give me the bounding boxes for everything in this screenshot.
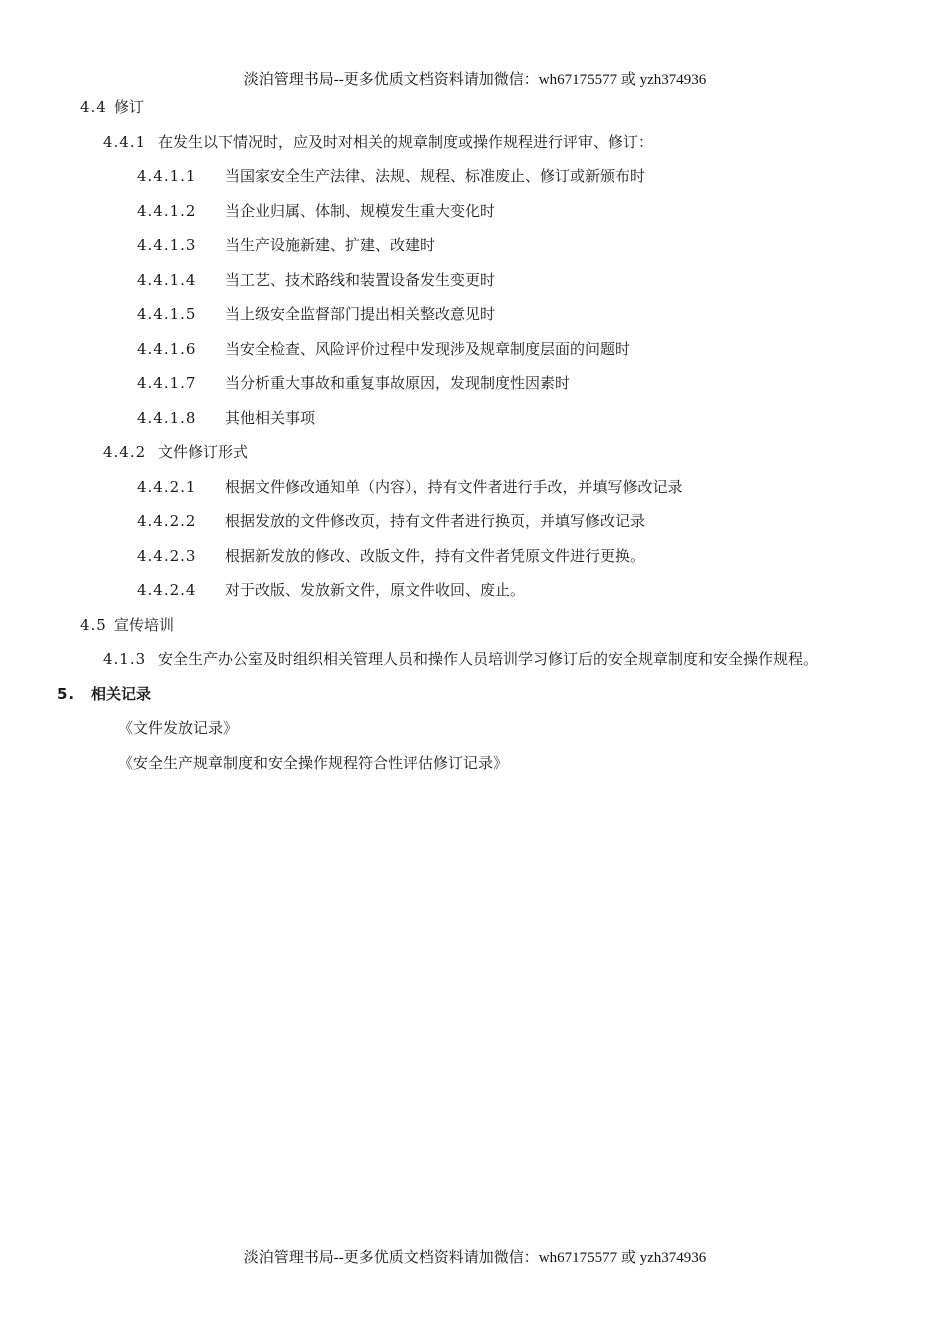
item-text: 当安全检查、风险评价过程中发现涉及规章制度层面的问题时 — [225, 340, 631, 358]
item-text: 根据发放的文件修改页，持有文件者进行换页，并填写修改记录 — [225, 512, 646, 530]
section-number: 4.4.1 — [103, 133, 147, 151]
list-item — [137, 304, 495, 324]
list-item — [137, 235, 435, 255]
item-number: 4.4.1.3 — [137, 236, 197, 254]
section-number: 4.4.2 — [103, 443, 147, 461]
list-item — [137, 201, 495, 221]
item-text: 其他相关事项 — [225, 409, 316, 427]
item-number: 4.4.2.3 — [137, 547, 197, 565]
list-item — [137, 408, 315, 428]
section-number: 4.5 — [80, 616, 107, 634]
item-number: 4.4.2.2 — [137, 512, 197, 530]
list-item — [137, 477, 683, 497]
item-number: 4.4.1.5 — [137, 305, 197, 323]
list-item — [137, 270, 495, 290]
section-number: 5. — [57, 685, 76, 703]
item-text: 根据新发放的修改、改版文件，持有文件者凭原文件进行更换。 — [225, 547, 646, 565]
section-title: 相关记录 — [91, 685, 152, 703]
page-header: 淡泊管理书局--更多优质文档资料请加微信：wh67175577 或 yzh374936 — [243, 72, 707, 88]
record-item: 《安全生产规章制度和安全操作规程符合性评估修订记录》 — [118, 754, 509, 772]
item-text: 对于改版、发放新文件，原文件收回、废止。 — [225, 581, 526, 599]
list-item — [137, 511, 645, 531]
item-number: 4.4.2.1 — [137, 478, 197, 496]
item-text: 当国家安全生产法律、法规、规程、标准废止、修订或新颁布时 — [225, 167, 646, 185]
item-number: 4.4.2.4 — [137, 581, 197, 599]
list-item — [137, 339, 630, 359]
list-item — [137, 373, 570, 393]
section-text: 在发生以下情况时，应及时对相关的规章制度或操作规程进行评审、修订： — [158, 133, 654, 151]
section-text: 安全生产办公室及时组织相关管理人员和操作人员培训学习修订后的安全规章制度和安全操作规程。 — [158, 650, 819, 668]
item-number: 4.4.1.2 — [137, 202, 197, 220]
section-title: 修订 — [114, 98, 145, 116]
item-text: 当工艺、技术路线和装置设备发生变更时 — [225, 271, 496, 289]
item-number: 4.4.1.6 — [137, 340, 197, 358]
page-footer: 淡泊管理书局--更多优质文档资料请加微信：wh67175577 或 yzh374936 — [243, 1250, 707, 1266]
section-number: 4.4 — [80, 98, 107, 116]
section-4-5-heading — [80, 615, 174, 635]
item-text: 当企业归属、体制、规模发生重大变化时 — [225, 202, 496, 220]
section-text: 文件修订形式 — [158, 443, 249, 461]
item-text: 当上级安全监督部门提出相关整改意见时 — [225, 305, 496, 323]
record-item: 《文件发放记录》 — [118, 719, 239, 737]
item-number: 4.4.1.8 — [137, 409, 197, 427]
item-number: 4.4.1.1 — [137, 167, 197, 185]
item-number: 4.4.1.7 — [137, 374, 197, 392]
section-4-4-1 — [103, 132, 653, 152]
section-4-4-2 — [103, 442, 248, 462]
item-text: 当分析重大事故和重复事故原因，发现制度性因素时 — [225, 374, 571, 392]
list-item — [137, 546, 645, 566]
section-number: 4.1.3 — [103, 650, 147, 668]
list-item — [137, 580, 525, 600]
list-item — [137, 166, 645, 186]
item-text: 根据文件修改通知单（内容），持有文件者进行手改，并填写修改记录 — [225, 478, 683, 496]
item-text: 当生产设施新建、扩建、改建时 — [225, 236, 436, 254]
item-number: 4.4.1.4 — [137, 271, 197, 289]
section-4-1-3 — [103, 649, 818, 669]
section-title: 宣传培训 — [114, 616, 175, 634]
section-4-4-heading — [80, 97, 144, 117]
section-5-heading — [57, 683, 151, 704]
